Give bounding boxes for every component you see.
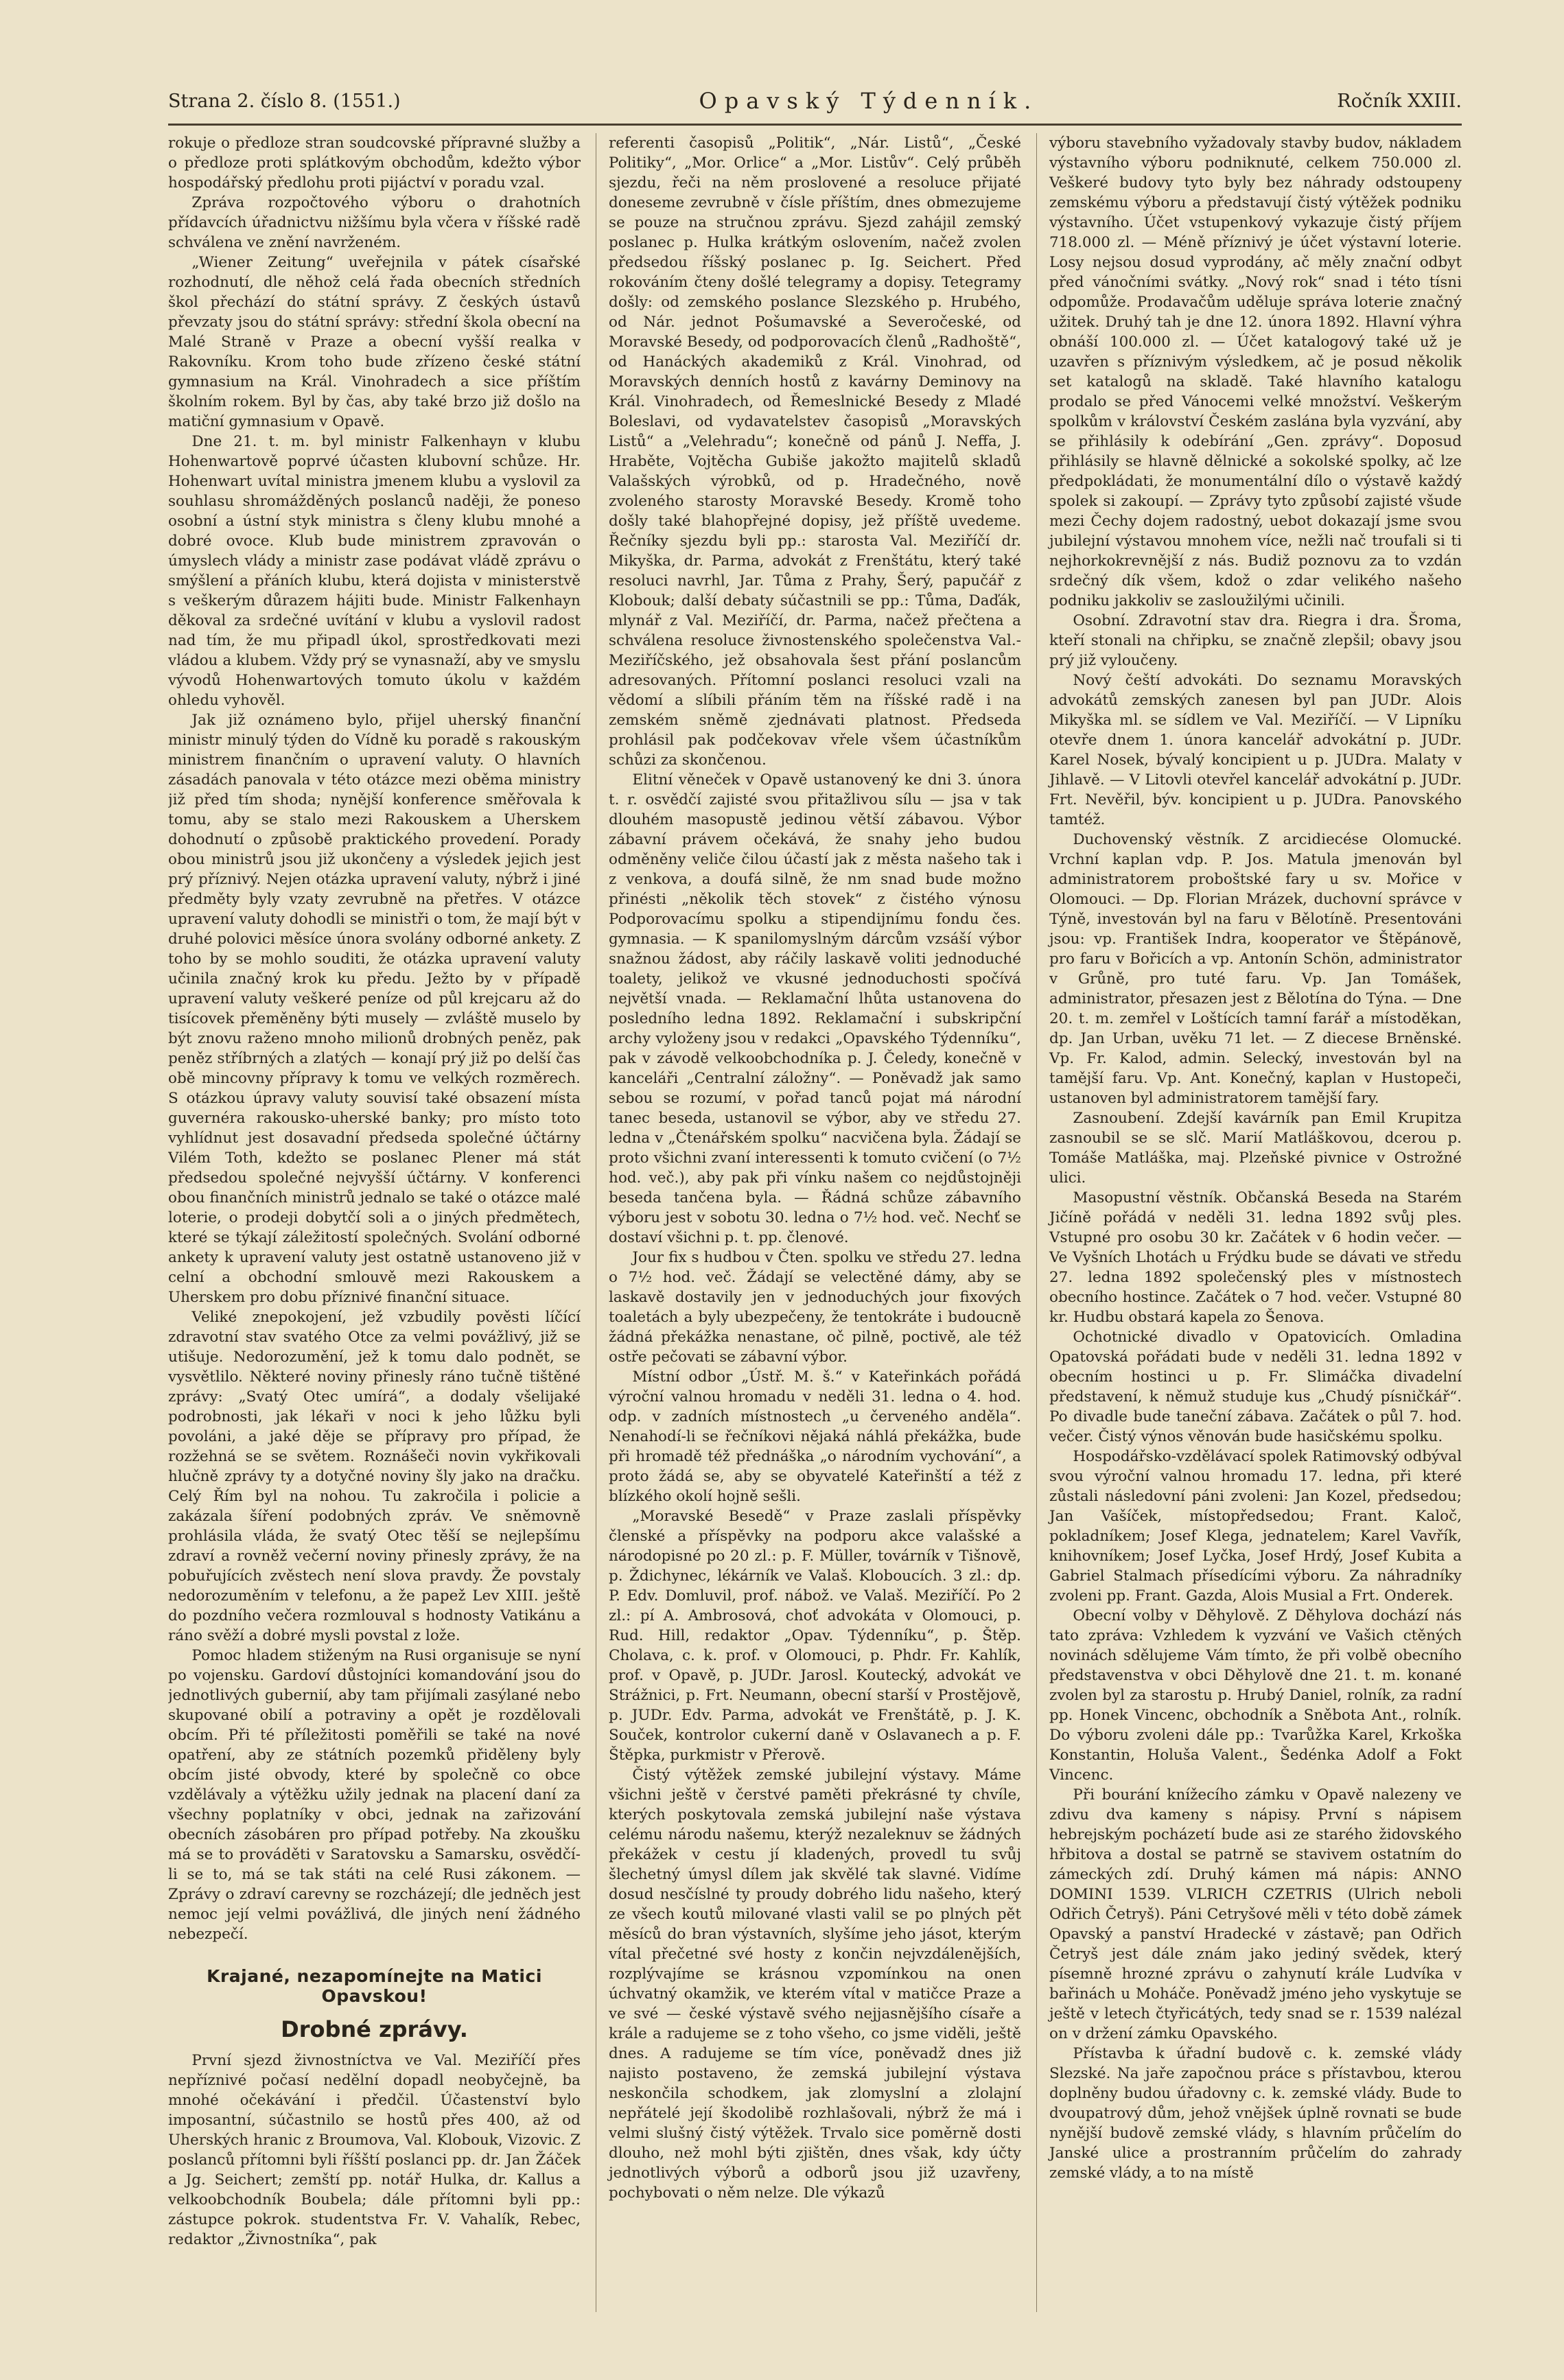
paragraph: Ochotnické divadlo v Opatovicích. Omladina Opatovská pořádati bude v neděli 31. ledna 1892 v obecním hostinci u p. Fr. Slimáčka divadelní představení, k němuž studuje kus „Chudý písničkář“. Po divadle bude taneční zábava. Začátek o půl 7. hod. večer. Čistý výnos věnován bude hasičskému spolku. [1049, 1329, 1462, 1445]
column-1 [168, 133, 581, 2312]
paragraph: Osobní. Zdravotní stav dra. Riegra i dra. Šroma, kteří stonali na chřipku, se značně zlepšil; obavy jsou prý již vyloučeny. [1049, 612, 1462, 669]
paragraph: výboru stavebního vyžadovaly stavby budov, nákladem výstavního výboru podniknuté, celkem 750.000 zl. Veškeré budovy tyto byly bez náhrady odstoupeny zemskému výboru a představují čistý výtěžek podniku výstavního. Účet vstupenkový vykazuje čistý příjem 718.000 zl. — Méně příznivý je účet výstavní loterie. Losy nejsou dosud vyprodány, ač měly znační odbyt před vánočními svátky. „Nový rok“ snad i této tísni odpomůže. Prodavačům uděluje správa loterie značný užitek. Druhý tah je dne 12. února 1892. Hlavní výhra obnáší 100.000 zl. — Účet katalogový také už je uzavřen s příznivým výsledkem, ač je posud několik set katalogů na skladě. Také hlavního katalogu prodalo se před Vánocemi velké množství. Veškerým spolkům v království Českém zaslána byla vyzvání, aby se přihlásily k odebírání „Gen. zprávy“. Doposud přihlásily se hlavně dělnické a sokolské spolky, ač lze předpokládati, že monumentální dílo o výstavě každý spolek si zakoupí. — Zprávy tyto způsobí zajisté všude mezi Čechy dojem radostný, uebot dokazají jsme svou jubilejní výstavou mnohem více, nežli nač troufali si ti nejhorkokrevnější z nás. Budiž poznovu za to vzdán srdečný dík všem, kdož o zdar velikého našeho podniku jakkoliv se zasloužilými učinili. [1049, 135, 1462, 609]
paragraph: Masopustní věstník. Občanská Beseda na Starém Jičíně pořádá v neděli 31. ledna 1892 svůj ples. Vstupné pro osobu 30 kr. Začátek v 6 hodin večer. — Ve Vyšních Lhotách u Frýdku bude se dávati ve středu 27. ledna 1892 společenský ples v místnostech obecního hostince. Začátek o 7 hod. večer. Vstupné 80 kr. Hudbu obstará kapela zo Šenova. [1049, 1189, 1462, 1326]
paragraph: Hospodářsko-vzdělávací spolek Ratimovský odbýval svou výroční valnou hromadu 17. ledna, při které zůstali následovní páni zvoleni: Jan Kozel, předsedou; Jan Vašíček, místopředsedou; Frant. Kaloč, pokladníkem; Josef Klega, jednatelem; Karel Vavřík, knihovníkem; Josef Lyčka, Josef Hrdý, Josef Kubita a Gabriel Stalmach přísedícími výboru. Za náhradníky zvoleni pp. Frant. Gazda, Alois Musial a Frt. Onderek. [1049, 1448, 1462, 1605]
column-2 [596, 133, 1021, 2312]
paragraph: Místní odbor „Ústř. M. š.“ v Kateřinkách pořádá výroční valnou hromadu v neděli 31. ledna o 4. hod. odp. v zadních místnostech „u červeného anděla“. Nenahodí-li se řečníkovi nějaká náhlá překážka, bude při hromadě též přednáška „o národním vychování“, a proto žádá se, aby se obyvatelé Kateřinští a též z blízkého okolí hojně sešli. [609, 1368, 1021, 1505]
paragraph: referenti časopisů „Politik“, „Nár. Listů“, „České Politiky“, „Mor. Orlice“ a „Mor. Listův“. Celý průběh sjezdu, řeči na něm proslovené a resoluce přijaté doneseme zevrubně v čísle příštím, dnes obmezujeme se pouze na stručnou zprávu. Sjezd zahájil zemský poslanec p. Hulka krátkým oslovením, načež zvolen předsedou říšský poslanec p. Ig. Seichert. Před rokováním čteny došlé telegramy a dopisy. Tetegramy došly: od zemského poslance Slezského p. Hrubého, od Nár. jednot Pošumavské a Severočeské, od Moravské Besedy, od podporovacích členů „Radhoště“, od Hanáckých akademiků z Král. Vinohrad, od Moravských denních hostů z kavárny Deminovy na Král. Vinohradech, od Řemeslnické Besedy z Mladé Boleslavi, od vydavatelstev časopisů „Moravských Listů“ a „Velehradu“; konečně od pánů J. Neffa, J. Hraběte, Vojtěcha Gubiše jakožto majitelů skladů Valašských výrobků, od p. Hradečného, nově zvoleného starosty Moravské Besedy. Kromě toho došly také blahopřejné dopisy, jež příště uvedeme. Řečníky sjezdu byli pp.: starosta Val. Meziříčí dr. Mikyška, dr. Parma, advokát z Frenštátu, který také resoluci navrhl, Jar. Tůma z Prahy, Šerý, papučář z Klobouk; další debaty súčastnili se pp.: Tůma, Daďák, mlynář z Val. Meziříčí, dr. Parma, načež přečtena a schválena resoluce živnostenského společenstva Val.-Meziříčského, jež obsahovala šest přání poslancům adresovaných. Přítomní poslanci resoluci vzali na vědomí a slíbili přáním těm na říšské radě i na zemském sněmě zjednávati platnost. Předseda prohlásil pak podčekovav vřele všem účastníkům schůzi za skončenou. [609, 135, 1021, 769]
paragraph: Obecní volby v Děhylově. Z Děhylova dochází nás tato zpráva: Vzhledem k vyzvání ve Vašich ctěných novinách sdělujeme Vám tímto, že při volbě obecního představenstva v obci Děhylově dne 21. t. m. konané zvolen byl za starostu p. Hrubý Daniel, rolník, za radní pp. Honek Vincenc, obchodník a Sněbota Ant., rolník. Do výboru zvoleni dále pp.: Tvarůžka Karel, Krkoška Konstantin, Holuša Valent., Šedénka Adolf a Fokt Vincenc. [1049, 1607, 1462, 1784]
volume-label: Ročník XXIII. [1337, 90, 1462, 112]
section-heading: Drobné zprávy. [281, 2016, 468, 2042]
paragraph: Při bourání knížecího zámku v Opavě nalezeny ve zdivu dva kameny s nápisy. První s nápisem hebrejským pocházetí bude asi ze starého židovského hřbitova a dostal se patrně se stavivem ostatním do zámeckých zdí. Druhý kámen má nápis: ANNO DOMINI 1539. VLRICH CZETRIS (Ulrich neboli Odřich Četryš). Páni Cetryšové měli v této době zámek Opavský a panství Hradecké v zástavě; pan Odřich Četryš jest dále znám jako jediný svědek, který písemně hrozné zprávu o zahynutí krále Ludvíka v bařinách u Moháče. Poněvadž jméno jeho vyskytuje se ještě v letech čtyřicátých, tedy snad se r. 1539 nalézal on v držení zámku Opavského. [1049, 1786, 1462, 2042]
paragraph: „Wiener Zeitung“ uveřejnila v pátek císařské rozhodnutí, dle něhož celá řada obecních středních škol přechází do státní správy. Z českých ústavů převzaty jsou do státní správy: střední škola obecní na Malé Straně v Praze a obecní vyšší realka v Rakovníku. Krom toho bude zřízeno české státní gymnasium na Král. Vinohradech a sice příštím školním rokem. Byl by čas, aby také brzo již došlo na matiční gymnasium v Opavě. [168, 254, 581, 430]
paragraph: Čistý výtěžek zemské jubilejní výstavy. Máme všichni ještě v čerstvé paměti překrásné ty chvíle, kterých poskytovala zemská jubilejní naše výstava celému národu našemu, kterýž nezaleknuv se žádných překážek v cestu jí kladených, provedl tu svůj šlechetný úmysl dílem jak skvělé tak slavné. Vidíme dosud nesčíslné ty proudy dobrého lidu našeho, který ze všech koutů milované vlasti valil se po plných pět měsíců do bran výstavních, slyšíme jeho jásot, kterým vítal přečetné své hosty z končin nejvzdálenějších, rozplývajíme se krásnou vzpomínkou na onen úchvatný okamžik, ve kterém vítal v matičce Praze a ve své — české výstavě svého nejjasnějšího císaře a krále a radujeme se z toho všeho, co jsme viděli, ještě dnes. A radujeme se tím více, poněvadž dnes již najisto postaveno, že zemská jubilejní výstava neskončila schodkem, jak zlomyslní a zlolajní nepřátelé její škodolibě rozhlašovali, nýbrž že má i velmi slušný čistý výtěžek. Trvalo sice poměrně dosti dlouho, než mohl býti zjištěn, dnes však, kdy účty jednotlivých výborů a odborů jsou již uzavřeny, pochybovati o něm nelze. Dle výkazů [609, 1766, 1021, 2202]
masthead-title: Opavský Týdenník. [699, 88, 1039, 114]
paragraph: Zpráva rozpočtového výboru o drahotních přídavcích úřadnictvu nižšímu byla včera v říšské radě schválena ve znění navrženém. [168, 194, 581, 251]
column-3 [1036, 133, 1462, 2312]
header-rule [168, 124, 1462, 126]
paragraph: Přístavba k úřadní budově c. k. zemské vlády Slezské. Na jaře započnou práce s přístavbou, kterou doplněny budou úřadovny c. k. zemské vlády. Bude to dvoupatrový dům, jehož vnějšek úplně rovnati se bude nynější budově zemské vlády, s hlavním průčelím do Janské ulice a prostranním průčelím do zahrady zemské vlády, a to na místě [1049, 2045, 1462, 2182]
paragraph: Elitní věneček v Opavě ustanovený ke dni 3. února t. r. osvědčí zajisté svou přitažlivou sílu — jsa v tak dlouhém masopustě jedinou větší zábavou. Výbor zábavní právem očekává, že snahy jeho budou odměněny veliče čilou účastí jak z města našeho tak i z venkova, a doufá silně, že nm snad bude možno přinésti „několik těch stovek“ z čistého výnosu Podporovacímu spolku a stipendijnímu fondu čes. gymnasia. — K spanilomyslným dárcům vzsáší výbor snažnou žádost, aby ráčily laskavě voliti jednoduché toalety, jelikož ve vkusné jednoduchosti spočívá největší vnada. — Reklamační lhůta ustanovena do posledního ledna 1892. Reklamační i subskripční archy vyloženy jsou v redakci „Opavského Týdenníku“, pak v závodě velkoobchodníka p. J. Čeledy, konečně v kanceláři „Centralní záložny“. — Poněvadž jak samo sebou se rozumí, v pořad tanců pojat má národní tanec beseda, ustanovil se výbor, aby ve středu 27. ledna v „Čtenářském spolku“ nacvičena byla. Žádají se proto všichni zvaní interessenti k tomuto cvičení (o 7½ hod. več.), aby pak při vínku našem co nejdůstojněji beseda tančena byla. — Řádná schůze zábavního výboru jest v sobotu 30. ledna o 7½ hod. več. Nechť se dostaví všichni p. t. pp. členové. [609, 771, 1021, 1246]
paragraph: Jour fix s hudbou v Čten. spolku ve středu 27. ledna o 7½ hod. več. Žádají se velectěné dámy, aby se laskavě dostavily jen v jednoduchých jour fixových toaletách a byly ubezpečeny, že tentokráte i budoucně žádná překážka nenastane, oč pilně, poctivě, ale též ostře pečovati se zábavní výbor. [609, 1249, 1021, 1366]
paragraph: „Moravské Besedě“ v Praze zaslali příspěvky členské a příspěvky na podporu akce valašské a národopisné po 20 zl.: p. F. Müller, továrník v Tišnově, p. Ždichynec, lékárník ve Valaš. Kloboucích. 3 zl.: dp. P. Edv. Domluvil, prof. nábož. ve Valaš. Meziříčí. Po 2 zl.: pí A. Ambrosová, choť advokáta v Olomouci, p. Rud. Hill, redaktor „Opav. Týdenníku“, p. Štěp. Cholava, c. k. prof. v Olomouci, p. Phdr. Fr. Kahlík, prof. v Opavě, p. JUDr. Jarosl. Koutecký, advokát ve Strážnici, p. Frt. Neumann, obecní starší v Prostějově, p. JUDr. Edv. Parma, advokát ve Frenštátě, p. J. K. Souček, kontrolor cukerní daně v Oslavanech a p. F. Štěpka, purkmistr v Přerově. [609, 1508, 1021, 1764]
matice-appeal-banner: Krajané, nezapomínejte na Matici Opavskou! [207, 1966, 542, 2006]
paragraph: Dne 21. t. m. byl ministr Falkenhayn v klubu Hohenwartově poprvé účasten klubovní schůze. Hr. Hohenwart uvítal ministra jmenem klubu a vyslovil za souhlasu shromážděných poslanců naději, že poneso osobní a ústní styk ministra s členy klubu mnohé a dobré ovoce. Klub bude ministrem zpravován o úmyslech vlády a ministr zase podávat vládě zprávu o smýšlení a přáních klubu, která dojista v ministerstvě s veškerým důrazem hájiti bude. Ministr Falkenhayn děkoval za srdečné uvítání v klubu a vyslovil radost nad tím, že mu připadl úkol, sprostředkovati mezi vládou a klubem. Vždy prý se vynasnaží, aby ve smyslu vývodů Hohenwartových tomuto úkolu v každém ohledu vyhověl. [168, 433, 581, 709]
paragraph: Nový čeští advokáti. Do seznamu Moravských advokátů zemských zanesen byl pan JUDr. Alois Mikyška ml. se sídlem ve Val. Meziříčí. — V Lipníku otevře dnem 1. února kancelář advokátní p. JUDr. Karel Nosek, bývalý koncipient u p. JUDra. Malaty v Jihlavě. — V Litovli otevřel kancelář advokátní p. JUDr. Frt. Nevěřil, býv. koncipient u p. JUDra. Panovského tamtéž. [1049, 672, 1462, 828]
paragraph: Duchovenský věstník. Z arcidiecése Olomucké. Vrchní kaplan vdp. P. Jos. Matula jmenován byl administratorem proboštské fary u sv. Mořice v Olomouci. — Dp. Florian Mrázek, duchovní správce v Týně, investován byl na faru v Bělotíně. Presentováni jsou: vp. František Indra, kooperator ve Štěpánově, pro faru v Bořicích a vp. Antonín Schön, administrator v Grůně, pro tuté faru. Vp. Jan Tomášek, administrator, přesazen jest z Bělotína do Týna. — Dne 20. t. m. zemřel v Loštících tamní farář a místoděkan, dp. Jan Urban, uvěku 71 let. — Z diecese Brněnské. Vp. Fr. Kalod, admin. Selecký, investován byl na tamější faru. Vp. Ant. Konečný, kaplan v Hustopeči, ustanoven byl administratorem tamější fary. [1049, 831, 1462, 1107]
page-header [168, 81, 1462, 121]
paragraph: rokuje o předloze stran soudcovské přípravné služby a o předloze proti splátkovým obchodům, kdežto výbor hospodářský předlohu proti pijáctví v poradu vzal. [168, 135, 581, 191]
paragraph: Pomoc hladem stiženým na Rusi organisuje se nyní po vojensku. Gardoví důstojníci komandování jsou do jednotlivých gubernií, aby tam přijímali zasýlané nebo skupované obilí a potraviny a opět je rozdělovali obcím. Při té příležitosti poměřili se také na nové opatření, aby ze státních pozemků přiděleny byly obcím jisté obvody, které by společně co obce vzdělávaly a výtěžku užily jednak na placení daní za všechny poplatníky v obci, jednak na zařizování obecních zásobáren pro případ potřeby. Na zkoušku má se to prováděti v Saratovsku a Samarsku, osvědčí-li se to, má se tak státi na celé Rusi zákonem. — Zprávy o zdraví carevny se rozcházejí; dle jedněch jest nemoc její velmi povážlivá, dle jiných není žádného nebezpečí. [168, 1647, 581, 1943]
paragraph: První sjezd živnostníctva ve Val. Meziříčí přes nepříznivé počasí nedělní dopadl neobyčejně, ba mnohé očekávání i předčil. Účastenství bylo imposantní, súčastnilo se hostů přes 400, až od Uherských hranic z Broumova, Val. Klobouk, Vizovic. Z poslanců přítomni byli říšští poslanci pp. dr. Jan Žáček a Jg. Seichert; zemští pp. notář Hulka, dr. Kallus a velkoobchodník Boubela; dále přítomni byli pp.: zástupce pokrok. studentstva Fr. V. Vahalík, Rebec, redaktor „Živnostníka“, pak [168, 2052, 581, 2248]
paragraph: Zasnoubení. Zdejší kavárník pan Emil Krupitza zasnoubil se se slč. Marií Matláškovou, dcerou p. Tomáše Matláška, maj. Plzeňské pivnice v Ostrožné ulici. [1049, 1110, 1462, 1187]
paragraph: Veliké znepokojení, jež vzbudily pověsti líčící zdravotní stav svatého Otce za velmi povážlivý, již se utišuje. Nedorozumění, jež k tomu dalo podnět, se vysvětlilo. Některé noviny přinesly ráno tučně tištěné zprávy: „Svatý Otec umírá“, a dodaly všelijaké podrobnosti, jak lékaři v noci k jeho lůžku byli povoláni, a jaké děje se přípravy pro případ, že rozžehná se se světem. Roznášeči novin vykřikovali hlučně zprávy ty a dotyčné noviny šly jako na dračku. Celý Řím byl na nohou. Tu zakročila i policie a zakázala šíření podobných zpráv. Ve sněmovně prohlásila vláda, že svatý Otec těší se nejlepšímu zdraví a rovněž večerní noviny přinesly zprávy, že na pobuřujících zvěstech není slova pravdy. Že povstaly nedorozuměním v telefonu, a že papež Lev XIII. ještě do pozdního večera rozmlouval s hodnosty Vatikánu a ráno svěží a dobré mysli povstal z lože. [168, 1309, 581, 1644]
article-columns [168, 133, 1462, 2312]
paragraph: Jak již oznámeno bylo, přijel uherský finanční ministr minulý týden do Vídně ku poradě s rakouským ministrem finančním o upravení valuty. O hlavních zásadách panovala v této otázce mezi oběma ministry již před tím shoda; nynější konference směřovala k tomu, aby se stalo mezi Rakouskem a Uherskem dohodnutí o způsobě praktického provedení. Porady obou ministrů jsou již ukončeny a výsledek jejich jest prý příznivý. Nejen otázka upravení valuty, nýbrž i jiné předměty byly vzaty zevrubně na přetřes. V otázce upravení valuty dohodli se ministři o tom, že mají být v druhé polovici měsíce února svolány odborné ankety. Z toho by se mohlo souditi, že otázka upravení valuty učinila značný krok ku předu. Ježto by v případě upravení valuty veškeré peníze od půl krejcaru až do tisícovek přeměněny býti musely — zvláště muselo by být znovu raženo mnoho milionů drobných peněz, pak peněz stříbrných a zlatých — konají prý již po delší čas obě mincovny přípravy k tomu ve velkých rozměrech. S otázkou úpravy valuty souvisí také obsazení místa guvernéra rakousko-uherské banky; pro místo toto vyhlídnut jest dosavadní předseda společné účtárny Vilém Toth, kdežto se poslanec Plener má stát předsedou společné nejvyšší účtárny. V konferenci obou finančních ministrů jednalo se také o otázce malé loterie, o prodeji dobytčí soli a o jiných předmětech, které se týkají záležitostí společných. Svolání odborné ankety k upravení valuty jest ostatně ustanoveno již v celní a obchodní smlouvě mezi Rakouskem a Uherskem pro dobu příznivé finanční situace. [168, 712, 581, 1306]
page-number-issue: Strana 2. číslo 8. (1551.) [168, 90, 401, 112]
